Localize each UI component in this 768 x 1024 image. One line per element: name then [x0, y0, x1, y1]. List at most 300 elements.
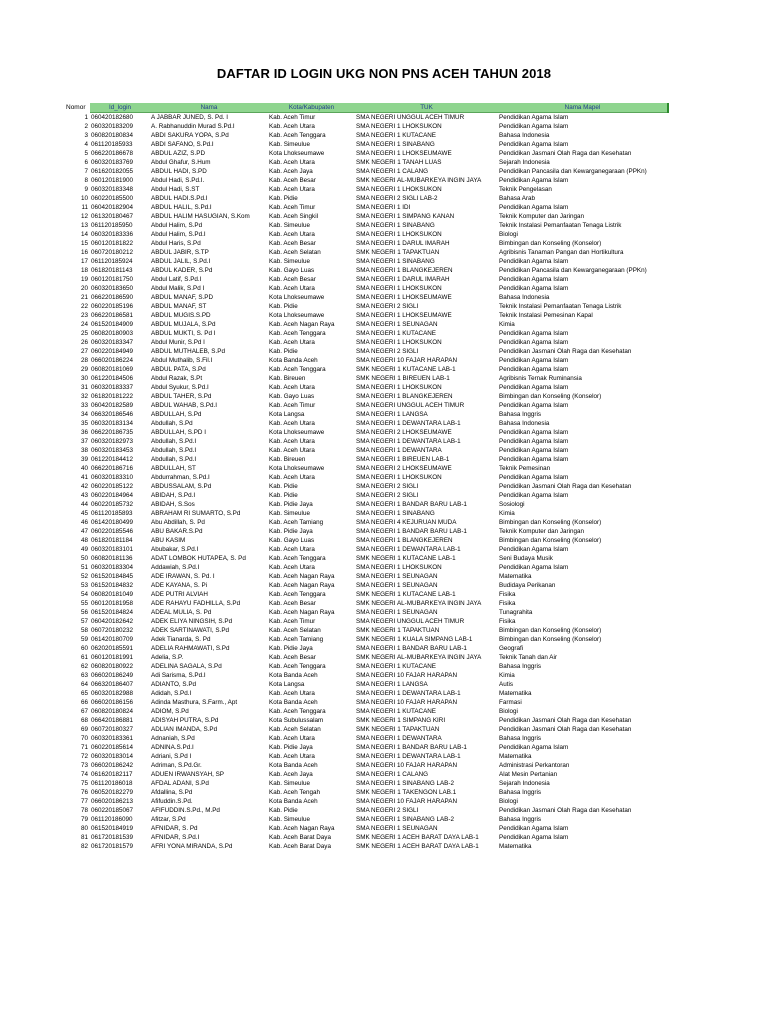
row-nama: Afdallina, S.Pd: [151, 789, 193, 796]
row-kota-kabupaten: Kab. Aceh Selatan: [269, 627, 321, 634]
row-kota-kabupaten: Kota Banda Aceh: [269, 699, 318, 706]
row-tuk: SMA NEGERI 1 SINABANG: [356, 258, 435, 265]
row-number: 57: [80, 618, 88, 625]
row-kota-kabupaten: Kab. Aceh Utara: [269, 753, 315, 760]
row-number: 70: [80, 735, 88, 742]
row-id-login: 060120181750: [91, 276, 134, 283]
table-row: [64, 176, 668, 185]
row-number: 5: [84, 150, 88, 157]
row-kota-kabupaten: Kab. Pidie Jaya: [269, 744, 313, 751]
row-tuk: SMA NEGERI 1 KUTACANE: [356, 663, 437, 670]
row-kota-kabupaten: Kab. Aceh Tenggara: [269, 663, 326, 670]
table-row: [64, 131, 668, 140]
row-nama-mapel: Pendidikan Agama Islam: [499, 366, 569, 373]
row-tuk: SMK NEGERI 1 TAPAKTUAN: [356, 249, 440, 256]
row-kota-kabupaten: Kab. Aceh Utara: [269, 384, 315, 391]
row-tuk: SMA NEGERI 1 BANDAR BARU LAB-1: [356, 501, 467, 508]
table-row: [64, 446, 668, 455]
row-id-login: 061320180467: [91, 213, 134, 220]
table-row: [64, 185, 668, 194]
table-row: [64, 788, 668, 797]
row-number: 18: [80, 267, 88, 274]
row-tuk: SMA NEGERI 1 LHOKSEUMAWE: [356, 312, 452, 319]
row-nama-mapel: Agribisnis Tanaman Pangan dan Hortikultura: [499, 249, 624, 256]
row-id-login: 060420182680: [91, 114, 134, 121]
row-id-login: 060220184964: [91, 492, 134, 499]
row-nama-mapel: Teknik Instalasi Pemanfaatan Tenaga Listrik: [499, 222, 622, 229]
row-number: 59: [80, 636, 88, 643]
row-nama: Abdul Hadi, S.ST: [151, 186, 200, 193]
row-kota-kabupaten: Kab. Aceh Utara: [269, 285, 315, 292]
row-id-login: 066020186242: [91, 762, 134, 769]
row-nama: Afitzar, S.Pd: [151, 816, 186, 823]
table-row: [64, 149, 668, 158]
row-nama: ABDUL MUKTI, S. Pd I: [151, 330, 216, 337]
row-id-login: 061120186090: [91, 816, 133, 823]
row-number: 24: [80, 321, 88, 328]
row-nama: ABDUL TAHER, S.Pd: [151, 393, 212, 400]
row-id-login: 061120185893: [91, 510, 133, 517]
table-row: [64, 842, 668, 851]
row-nama: ABDUL HADI, S.PD: [151, 168, 207, 175]
row-nama: Adnaniah, S.Pd: [151, 735, 195, 742]
row-kota-kabupaten: Kab. Aceh Timur: [269, 114, 316, 121]
row-number: 66: [80, 699, 88, 706]
row-tuk: SMA NEGERI 2 SIGLI: [356, 483, 419, 490]
row-kota-kabupaten: Kab. Aceh Tamiang: [269, 636, 324, 643]
row-kota-kabupaten: Kab. Aceh Tamiang: [269, 519, 324, 526]
row-id-login: 060820181049: [91, 591, 134, 598]
row-kota-kabupaten: Kab. Aceh Utara: [269, 123, 315, 130]
row-kota-kabupaten: Kab. Aceh Utara: [269, 690, 315, 697]
row-tuk: SMA NEGERI 1 IDI: [356, 204, 411, 211]
row-tuk: SMA NEGERI 1 SINABANG LAB-2: [356, 780, 454, 787]
row-number: 76: [80, 789, 88, 796]
row-kota-kabupaten: Kab. Pidie: [269, 348, 298, 355]
row-nama: Abu Abdillah, S. Pd: [151, 519, 205, 526]
row-nama: Abdullah, S.Pd: [151, 420, 193, 427]
row-nama: ABDUL MANAF, ST: [151, 303, 207, 310]
row-nama: ADE PUTRI ALVIAH: [151, 591, 208, 598]
row-nama-mapel: Bimbingan dan Konseling (Konselor): [499, 393, 602, 400]
row-nama-mapel: Seni Budaya Musik: [499, 555, 553, 562]
row-kota-kabupaten: Kab. Aceh Tenggara: [269, 708, 326, 715]
row-tuk: SMK NEGERI 1 TAPAKTUAN: [356, 627, 440, 634]
table-row: [64, 464, 668, 473]
row-tuk: SMA NEGERI 10 FAJAR HARAPAN: [356, 699, 458, 706]
row-nama: ABU KASIM: [151, 537, 186, 544]
row-id-login: 060320183101: [91, 546, 134, 553]
row-kota-kabupaten: Kab. Pidie Jaya: [269, 528, 313, 535]
row-id-login: 060820180922: [91, 663, 134, 670]
row-tuk: SMA NEGERI 1 DEWANTARA LAB-1: [356, 420, 461, 427]
row-tuk: SMA NEGERI 2 SIGLI: [356, 303, 419, 310]
row-id-login: 060420182642: [91, 618, 134, 625]
row-kota-kabupaten: Kab. Aceh Utara: [269, 186, 315, 193]
row-kota-kabupaten: Kab. Bireuen: [269, 375, 306, 382]
row-tuk: SMA NEGERI 1 SIMPANG KANAN: [356, 213, 455, 220]
row-number: 78: [80, 807, 88, 814]
row-number: 30: [80, 375, 88, 382]
row-id-login: 060220185732: [91, 501, 134, 508]
row-kota-kabupaten: Kab. Aceh Utara: [269, 447, 315, 454]
row-number: 34: [80, 411, 88, 418]
row-tuk: SMK NEGERI AL-MUBARKEYA INGIN JAYA: [356, 177, 482, 184]
table-row: [64, 329, 668, 338]
row-number: 35: [80, 420, 88, 427]
row-number: 10: [80, 195, 88, 202]
row-number: 11: [81, 204, 88, 211]
table-row: [64, 320, 668, 329]
row-tuk: SMA NEGERI 1 BLANGKEJEREN: [356, 267, 453, 274]
row-kota-kabupaten: Kota Lhokseumawe: [269, 312, 325, 319]
row-nama: AFIFUDDIN.S.Pd., M.Pd: [151, 807, 220, 814]
row-nama: Adek Tianarda, S. Pd: [151, 636, 211, 643]
row-nama: ABDUL KADER, S.Pd: [151, 267, 213, 274]
row-tuk: SMA NEGERI 1 DEWANTARA LAB-1: [356, 546, 461, 553]
row-id-login: 061720181539: [91, 834, 134, 841]
table-row: [64, 284, 668, 293]
row-kota-kabupaten: Kab. Aceh Utara: [269, 420, 315, 427]
row-number: 15: [80, 240, 88, 247]
row-nama-mapel: Tunagrahita: [499, 609, 533, 616]
row-nama: Abdul Malik, S.Pd I: [151, 285, 205, 292]
row-nama-mapel: Pendidikan Agama Islam: [499, 744, 569, 751]
row-number: 77: [80, 798, 88, 805]
header-id-login: Id_login: [90, 103, 150, 113]
row-kota-kabupaten: Kab. Simeulue: [269, 141, 310, 148]
row-tuk: SMA NEGERI 1 LHOKSUKON: [356, 564, 442, 571]
row-tuk: SMK NEGERI 1 KUTACANE LAB-1: [356, 366, 456, 373]
row-tuk: SMK NEGERI 1 TAKENGON LAB.1: [356, 789, 457, 796]
row-tuk: SMA NEGERI 10 FAJAR HARAPAN: [356, 357, 458, 364]
row-tuk: SMK NEGERI 1 KUALA SIMPANG LAB-1: [356, 636, 473, 643]
row-tuk: SMA NEGERI 1 DEWANTARA LAB-1: [356, 438, 461, 445]
row-id-login: 066020186213: [91, 798, 134, 805]
row-number: 39: [80, 456, 88, 463]
table-row: [64, 194, 668, 203]
row-number: 9: [84, 186, 88, 193]
row-nama: ABU BAKAR.S.Pd: [151, 528, 203, 535]
row-nama-mapel: Sosiologi: [499, 501, 525, 508]
row-kota-kabupaten: Kab. Simeulue: [269, 780, 310, 787]
row-nama: ABDUL MANAF, S.PD: [151, 294, 214, 301]
table-row: [64, 653, 668, 662]
row-kota-kabupaten: Kab. Aceh Barat Daya: [269, 843, 331, 850]
row-kota-kabupaten: Kota Lhokseumawe: [269, 465, 325, 472]
row-nama: Abdul Syukur, S.Pd.I: [151, 384, 209, 391]
row-number: 68: [80, 717, 88, 724]
row-id-login: 061220184412: [91, 456, 134, 463]
row-nama-mapel: Teknik Instalasi Pemanfaatan Tenaga Listrik: [499, 303, 622, 310]
row-kota-kabupaten: Kota Langsa: [269, 681, 305, 688]
table-row: [64, 563, 668, 572]
table-row: [64, 482, 668, 491]
row-id-login: 060320183336: [91, 231, 134, 238]
row-number: 47: [80, 528, 88, 535]
row-nama-mapel: Administrasi Perkantoran: [499, 762, 570, 769]
table-row: [64, 248, 668, 257]
row-id-login: 066020186224: [91, 357, 134, 364]
row-id-login: 061820181143: [91, 267, 133, 274]
row-nama: ADEK SARTINAWATI, S.Pd: [151, 627, 230, 634]
row-nama-mapel: Teknik Tanah dan Air: [499, 654, 557, 661]
row-tuk: SMA NEGERI 2 SIGLI: [356, 807, 419, 814]
row-kota-kabupaten: Kota Lhokseumawe: [269, 294, 325, 301]
table-row: [64, 221, 668, 230]
row-number: 40: [80, 465, 88, 472]
row-tuk: SMA NEGERI 1 SEUNAGAN: [356, 825, 438, 832]
row-kota-kabupaten: Kab. Simeulue: [269, 258, 310, 265]
row-number: 6: [84, 159, 88, 166]
row-nama: Abdurrahman, S.Pd.I: [151, 474, 210, 481]
row-nama: ABDUL HALIL, S.Pd.I: [151, 204, 212, 211]
row-nama: Abdul Halim, S.Pd.I: [151, 231, 206, 238]
row-number: 51: [80, 564, 88, 571]
row-nama-mapel: Pendidikan Pancasila dan Kewarganegaraan (PPKn): [499, 267, 647, 274]
row-id-login: 061420180709: [91, 636, 134, 643]
table-row: [64, 356, 668, 365]
row-kota-kabupaten: Kab. Aceh Nagan Raya: [269, 825, 335, 832]
row-nama: ADAT LOMBOK HUTAPEA, S. Pd: [151, 555, 246, 562]
row-kota-kabupaten: Kota Banda Aceh: [269, 357, 318, 364]
row-nama-mapel: Bahasa Inggris: [499, 789, 542, 796]
header-tuk: TUK: [355, 103, 498, 113]
row-id-login: 060720180327: [91, 726, 134, 733]
row-kota-kabupaten: Kab. Pidie Jaya: [269, 645, 313, 652]
row-id-login: 060320183014: [91, 753, 134, 760]
row-tuk: SMA NEGERI 1 KUTACANE: [356, 132, 437, 139]
table-row: [64, 752, 668, 761]
row-nama: ABDUL HALIM HASUGIAN, S.Kom: [151, 213, 250, 220]
row-id-login: 060320182973: [91, 438, 134, 445]
row-nama: ADLIAN IMANDA, S.Pd: [151, 726, 218, 733]
row-id-login: 060420182589: [91, 402, 134, 409]
row-number: 2: [84, 123, 88, 130]
row-id-login: 066020186156: [91, 699, 134, 706]
table-row: [64, 230, 668, 239]
table-row: [64, 644, 668, 653]
row-nama: ABDUL MUGIS.S.PD: [151, 312, 211, 319]
table-row: [64, 554, 668, 563]
row-nama: ABDI SAFANO, S.Pd.I: [151, 141, 214, 148]
table-row: [64, 599, 668, 608]
row-kota-kabupaten: Kab. Pidie: [269, 492, 298, 499]
row-nama-mapel: Bahasa Inggris: [499, 735, 542, 742]
row-id-login: 066320186407: [91, 681, 134, 688]
row-kota-kabupaten: Kab. Aceh Nagan Raya: [269, 573, 335, 580]
row-kota-kabupaten: Kab. Pidie Jaya: [269, 501, 313, 508]
table-row: [64, 734, 668, 743]
row-nama-mapel: Matematika: [499, 843, 532, 850]
row-nama-mapel: Pendidikan Agama Islam: [499, 447, 569, 454]
table-row: [64, 779, 668, 788]
row-number: 21: [80, 294, 88, 301]
row-number: 44: [80, 501, 88, 508]
row-nama-mapel: Teknik Pemesinan: [499, 465, 551, 472]
row-tuk: SMA NEGERI 1 LHOKSUKON: [356, 231, 442, 238]
row-kota-kabupaten: Kab. Aceh Besar: [269, 240, 316, 247]
row-number: 69: [80, 726, 88, 733]
row-kota-kabupaten: Kab. Aceh Timur: [269, 618, 316, 625]
row-tuk: SMK NEGERI 1 TANAH LUAS: [356, 159, 442, 166]
row-id-login: 061820181184: [91, 537, 133, 544]
row-number: 71: [80, 744, 88, 751]
row-number: 13: [80, 222, 88, 229]
row-tuk: SMA NEGERI 10 FAJAR HARAPAN: [356, 762, 458, 769]
row-nama-mapel: Pendidikan Jasmani Olah Raga dan Kesehatan: [499, 150, 632, 157]
row-tuk: SMA NEGERI 1 BANDAR BARU LAB-1: [356, 528, 467, 535]
row-kota-kabupaten: Kab. Aceh Utara: [269, 339, 315, 346]
row-id-login: 060820180903: [91, 330, 134, 337]
row-nama-mapel: Pendidikan Agama Islam: [499, 204, 569, 211]
row-tuk: SMK NEGERI 1 ACEH BARAT DAYA LAB-1: [356, 843, 479, 850]
row-id-login: 060820180834: [91, 132, 134, 139]
row-nama-mapel: Pendidikan Agama Islam: [499, 141, 569, 148]
row-nama-mapel: Pendidikan Agama Islam: [499, 258, 569, 265]
row-kota-kabupaten: Kab. Aceh Timur: [269, 402, 316, 409]
row-id-login: 066220186590: [91, 294, 134, 301]
row-tuk: SMA NEGERI 10 FAJAR HARAPAN: [356, 672, 458, 679]
row-tuk: SMA NEGERI 1 SEUNAGAN: [356, 573, 438, 580]
row-tuk: SMA NEGERI UNGGUL ACEH TIMUR: [356, 618, 465, 625]
table-row: [64, 698, 668, 707]
row-tuk: SMA NEGERI 1 SINABANG LAB-2: [356, 816, 454, 823]
table-row: [64, 770, 668, 779]
row-id-login: 060420182904: [91, 204, 134, 211]
row-nama-mapel: Bahasa Indonesia: [499, 420, 550, 427]
row-nama: ADNINA.S.Pd.I: [151, 744, 194, 751]
table-row: [64, 401, 668, 410]
row-tuk: SMA NEGERI 1 BLANGKEJEREN: [356, 393, 453, 400]
row-number: 38: [80, 447, 88, 454]
table-row: [64, 590, 668, 599]
row-id-login: 060520182279: [91, 789, 134, 796]
row-nama: ABDUL WAHAB, S.Pd.I: [151, 402, 218, 409]
row-nama: ADELINA SAGALA, S.Pd: [151, 663, 222, 670]
table-row: [64, 581, 668, 590]
row-number: 80: [80, 825, 88, 832]
row-tuk: SMA NEGERI 1 BANDAR BARU LAB-1: [356, 744, 467, 751]
row-kota-kabupaten: Kota Lhokseumawe: [269, 150, 325, 157]
row-kota-kabupaten: Kab. Simeulue: [269, 816, 310, 823]
row-nama: Abdul Latif, S.Pd.I: [151, 276, 202, 283]
row-kota-kabupaten: Kab. Simeulue: [269, 510, 310, 517]
row-nama-mapel: Pendidikan Agama Islam: [499, 357, 569, 364]
row-number: 62: [80, 663, 88, 670]
row-kota-kabupaten: Kota Banda Aceh: [269, 672, 318, 679]
row-kota-kabupaten: Kab. Aceh Besar: [269, 600, 316, 607]
row-number: 32: [80, 393, 88, 400]
row-nama: ADEAL MULIA, S. Pd: [151, 609, 212, 616]
row-id-login: 060120181958: [91, 600, 134, 607]
row-tuk: SMA NEGERI 1 KUTACANE: [356, 330, 437, 337]
row-nama: AFNIDAR, S.Pd.I: [151, 834, 200, 841]
row-nama: ABDUL JALIL, S.Pd.I: [151, 258, 211, 265]
row-number: 79: [80, 816, 88, 823]
row-id-login: 060220185500: [91, 195, 134, 202]
row-nama: ADUEN IRWANSYAH, SP: [151, 771, 225, 778]
row-nama: ABRAHAM RI SUMARTO, S.Pd: [151, 510, 241, 517]
table-row: [64, 203, 668, 212]
table-row: [64, 635, 668, 644]
row-number: 42: [80, 483, 88, 490]
row-nama: Abdul Razak, S.Pt: [151, 375, 203, 382]
row-id-login: 060320183361: [91, 735, 134, 742]
row-nama-mapel: Pendidikan Agama Islam: [499, 330, 569, 337]
row-nama: ABDULLAH, S.PD I: [151, 429, 206, 436]
row-tuk: SMA NEGERI 2 LHOKSEUMAWE: [356, 429, 452, 436]
row-number: 26: [80, 339, 88, 346]
row-nama: ADE KAYANA, S. Pi: [151, 582, 208, 589]
row-nama-mapel: Bimbingan dan Konseling (Konselor): [499, 627, 602, 634]
row-nama-mapel: Pendidikan Agama Islam: [499, 474, 569, 481]
table-row: [64, 761, 668, 770]
row-id-login: 060120181991: [91, 654, 134, 661]
row-tuk: SMA NEGERI 1 DEWANTARA LAB-1: [356, 690, 461, 697]
row-nama-mapel: Teknik Pengelasan: [499, 186, 552, 193]
row-tuk: SMA NEGERI 1 SINABANG: [356, 510, 435, 517]
row-tuk: SMK NEGERI AL-MUBARKEYA INGIN JAYA: [356, 600, 482, 607]
table-row: [64, 158, 668, 167]
row-id-login: 066220186716: [91, 465, 134, 472]
row-nama: AFRI YONA MIRANDA, S.Pd: [151, 843, 233, 850]
row-number: 55: [80, 600, 88, 607]
row-nama-mapel: Pendidikan Jasmani Olah Raga dan Kesehatan: [499, 348, 632, 355]
row-tuk: SMA NEGERI 1 DEWANTARA LAB-1: [356, 753, 461, 760]
row-nama-mapel: Farmasi: [499, 699, 522, 706]
row-number: 73: [80, 762, 88, 769]
row-nama: Abdul Halim, S.Pd: [151, 222, 203, 229]
row-tuk: SMA NEGERI 2 SIGLI: [356, 348, 419, 355]
login-table: [64, 103, 669, 851]
row-nama-mapel: Teknik Komputer dan Jaringan: [499, 528, 585, 535]
table-row: [64, 257, 668, 266]
row-nama: Adinda Masthura, S.Farm., Apt: [151, 699, 238, 706]
table-row: [64, 266, 668, 275]
row-nama-mapel: Pendidikan Jasmani Olah Raga dan Kesehatan: [499, 807, 632, 814]
row-nama: AFNIDAR, S. Pd: [151, 825, 198, 832]
row-id-login: 061120185933: [91, 141, 133, 148]
row-kota-kabupaten: Kab. Aceh Selatan: [269, 726, 321, 733]
row-number: 8: [84, 177, 88, 184]
row-kota-kabupaten: Kab. Pidie: [269, 303, 298, 310]
row-nama: ABDUSSALAM, S.Pd: [151, 483, 212, 490]
row-nama: ABDULLAH, ST: [151, 465, 196, 472]
row-nama: Adi Sarisma, S.Pd.I: [151, 672, 206, 679]
row-nama-mapel: Kimia: [499, 672, 515, 679]
row-kota-kabupaten: Kab. Bireuen: [269, 456, 306, 463]
row-number: 65: [80, 690, 88, 697]
row-id-login: 060320183310: [91, 474, 134, 481]
header-kota-kabupaten: Kota/Kabupaten: [268, 103, 355, 113]
row-id-login: 060720180212: [91, 249, 134, 256]
row-kota-kabupaten: Kota Lhokseumawe: [269, 429, 325, 436]
row-number: 46: [80, 519, 88, 526]
row-nama-mapel: Pendidikan Agama Islam: [499, 546, 569, 553]
row-tuk: SMA NEGERI 2 SIGLI LAB-2: [356, 195, 438, 202]
row-nama: Abdul Hadi, S.Pd.I.: [151, 177, 205, 184]
table-body: [64, 113, 668, 852]
row-number: 31: [80, 384, 88, 391]
table-row: [64, 833, 668, 842]
row-number: 41: [80, 474, 88, 481]
row-kota-kabupaten: Kab. Gayo Luas: [269, 267, 315, 274]
row-number: 25: [80, 330, 88, 337]
row-tuk: SMK NEGERI 1 KUTACANE LAB-1: [356, 555, 456, 562]
row-nama-mapel: Pendidikan Agama Islam: [499, 276, 569, 283]
row-nama: Abdul Haris, S.Pd: [151, 240, 201, 247]
